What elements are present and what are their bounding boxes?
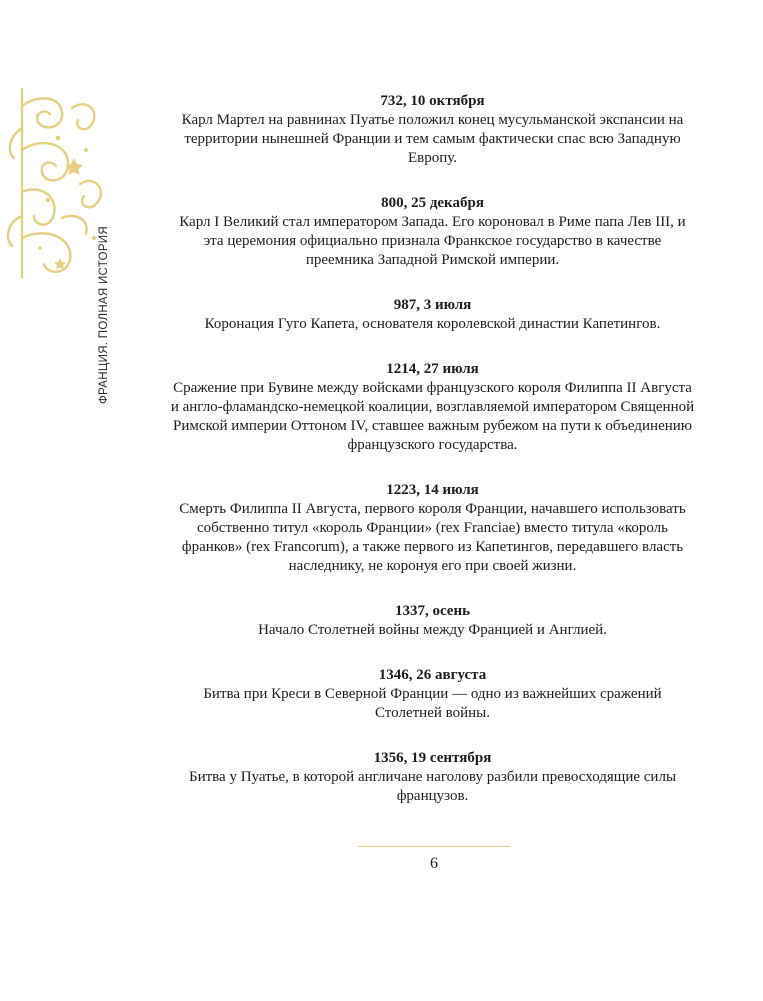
timeline	[170, 92, 695, 832]
entry-text: Сражение при Бувине между войсками французского короля Филиппа II Августа и англо-фламандско-немецкой коалиции, возглавляемой императором Священной Римской империи Оттоном IV, ставшее важным рубежом на пути к объединению французского государства.	[170, 380, 695, 453]
entry-date: 1356, 19 сентября	[373, 750, 492, 766]
entry-text: Битва при Креси в Северной Франции — одно из важнейших сражений Столетней войны.	[203, 686, 662, 721]
timeline-entry	[170, 360, 695, 455]
entry-date: 1214, 27 июля	[386, 361, 479, 377]
footer-divider	[358, 846, 510, 847]
timeline-entry	[170, 481, 695, 576]
timeline-entry	[170, 602, 695, 640]
entry-date: 1346, 26 августа	[378, 667, 487, 683]
timeline-entry	[170, 194, 695, 270]
entry-text: Карл I Великий стал императором Запада. Его короновал в Риме папа Лев III, и эта церемония официально признала Франкское государство в качестве преемника Западной Римской империи.	[179, 214, 686, 268]
book-title-vertical: ФРАНЦИЯ. ПОЛНАЯ ИСТОРИЯ	[98, 226, 110, 404]
entry-text: Начало Столетней войны между Францией и Англией.	[258, 622, 607, 638]
timeline-entry	[170, 296, 695, 334]
entry-date: 1223, 14 июля	[386, 482, 479, 498]
entry-date: 987, 3 июля	[393, 297, 472, 313]
entry-text: Смерть Филиппа II Августа, первого короля Франции, начавшего использовать собственно титул «король Франции» (rex Franciae) вместо титула «король франков» (rex Francorum), а также первого из Капетингов, передавшего власть наследнику, не коронуя его при своей жизни.	[179, 501, 686, 574]
timeline-entry	[170, 749, 695, 806]
entry-date: 800, 25 декабря	[381, 195, 484, 211]
entry-date: 1337, осень	[394, 603, 471, 619]
decorative-ornament	[0, 88, 110, 278]
entry-text: Коронация Гуго Капета, основателя королевской династии Капетингов.	[204, 316, 661, 332]
page-number: 6	[430, 855, 438, 872]
entry-date: 732, 10 октября	[380, 93, 485, 109]
entry-text: Битва у Пуатье, в которой англичане наголову разбили превосходящие силы французов.	[188, 769, 677, 804]
timeline-entry	[170, 92, 695, 168]
timeline-entry	[170, 666, 695, 723]
entry-text: Карл Мартел на равнинах Пуатье положил конец мусульманской экспансии на территории нынешней Франции и тем самым фактически спас всю Западную Европу.	[181, 112, 684, 166]
